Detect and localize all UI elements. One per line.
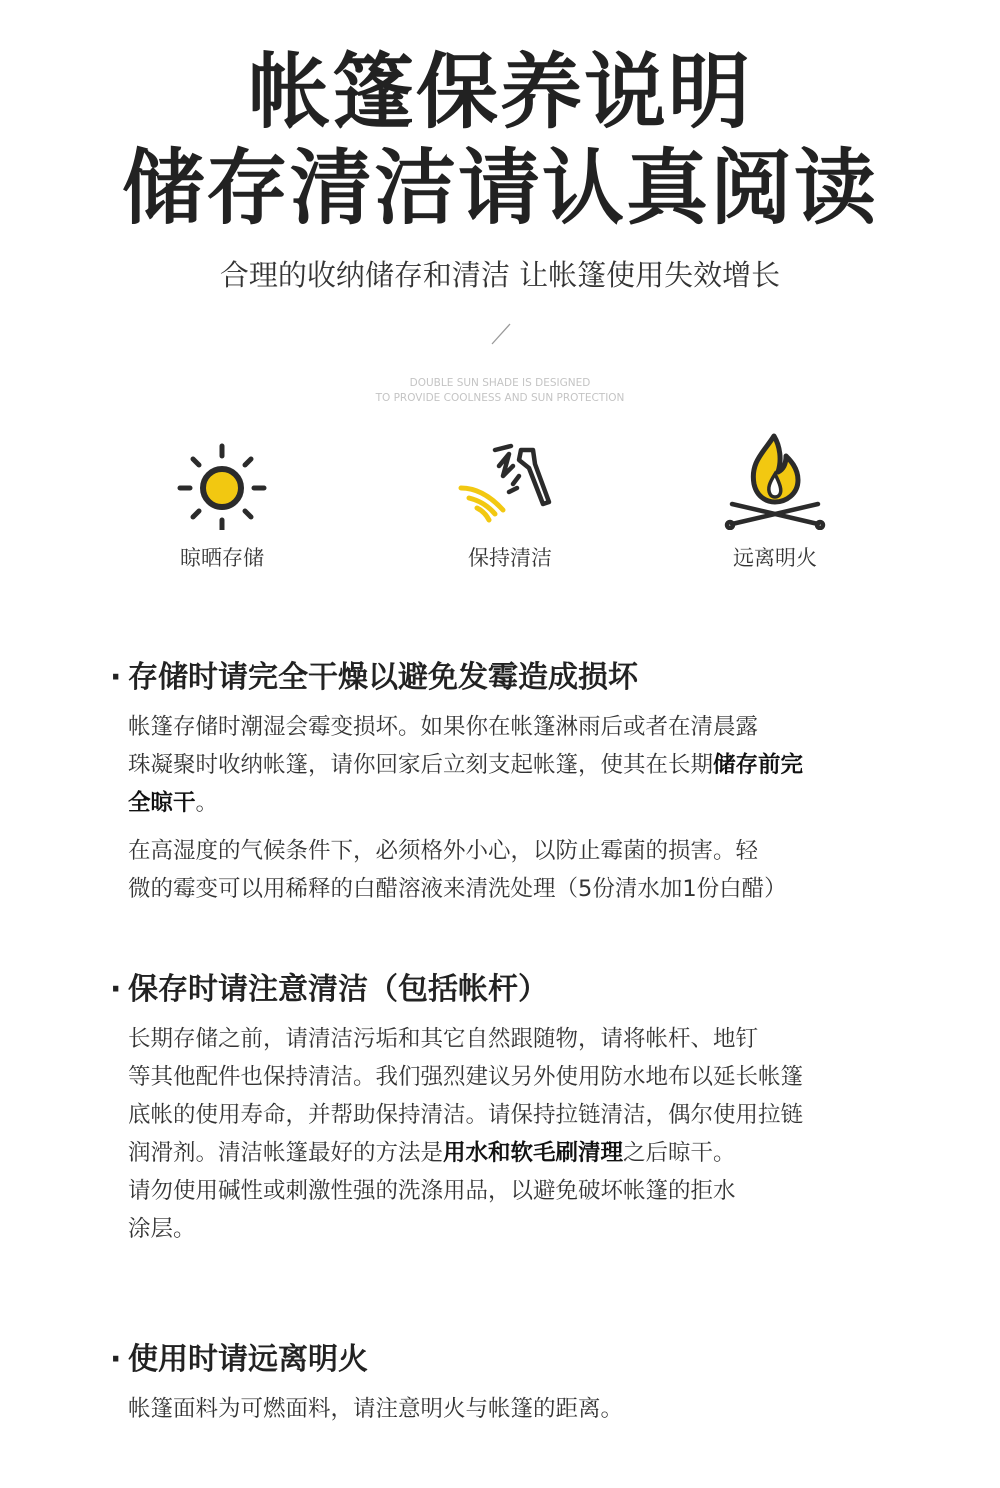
emphasis-text: 储存前完 xyxy=(713,752,804,778)
text-line: 帐篷面料为可燃面料，请注意明火与帐篷的距离。 xyxy=(128,1396,624,1422)
page-title-line1: 帐篷保养说明 xyxy=(247,45,752,140)
section-paragraph xyxy=(128,708,910,822)
bullet-dot: · xyxy=(110,1342,122,1377)
section-heading-text: 保存时请注意清洁（包括帐杆） xyxy=(128,972,548,1007)
text-line: 涂层。 xyxy=(128,1216,196,1242)
section-paragraph xyxy=(128,1020,910,1248)
english-tagline-line2: TO PROVIDE COOLNESS AND SUN PROTECTION xyxy=(375,392,625,404)
bullet-dot: · xyxy=(110,972,122,1007)
text-line: 底帐的使用寿命，并帮助保持清洁。请保持拉链清洁，偶尔使用拉链 xyxy=(128,1102,804,1128)
sun-icon xyxy=(172,430,272,530)
text-line: 长期存储之前，请清洁污垢和其它自然跟随物，请将帐杆、地钉 xyxy=(128,1026,759,1052)
section-heading xyxy=(110,660,910,696)
text-segment: 润滑剂。清洁帐篷最好的方法是 xyxy=(128,1140,444,1166)
feature-label: 晾晒存储 xyxy=(180,546,264,570)
section-heading-text: 存储时请完全干燥以避免发霉造成损坏 xyxy=(128,660,638,695)
section-dry-storage xyxy=(110,660,910,918)
text-line xyxy=(128,746,910,784)
feature-away-from-fire xyxy=(695,430,855,572)
section-paragraph xyxy=(128,832,910,908)
text-line: 帐篷存储时潮湿会霉变损坏。如果你在帐篷淋雨后或者在清晨露 xyxy=(128,714,759,740)
text-line: 等其他配件也保持清洁。我们强烈建议另外使用防水地布以延长帐篷 xyxy=(128,1064,804,1090)
divider-slash xyxy=(480,316,520,356)
text-segment: 。 xyxy=(195,790,219,816)
english-tagline xyxy=(0,376,1000,406)
section-heading xyxy=(110,972,910,1008)
text-line xyxy=(128,784,910,822)
page-subtitle: 合理的收纳储存和清洁 让帐篷使用失效增长 xyxy=(219,258,781,292)
campfire-icon xyxy=(720,430,830,530)
feature-label: 保持清洁 xyxy=(468,546,552,570)
section-heading xyxy=(110,1342,910,1378)
feature-label: 远离明火 xyxy=(733,546,817,570)
section-heading-text: 使用时请远离明火 xyxy=(128,1342,368,1377)
cleaning-brush-icon xyxy=(455,430,565,530)
emphasis-text: 全晾干 xyxy=(128,790,196,816)
emphasis-text: 用水和软毛刷清理 xyxy=(443,1140,624,1166)
feature-keep-clean xyxy=(430,430,590,572)
english-tagline-line1: DOUBLE SUN SHADE IS DESIGNED xyxy=(409,377,591,389)
text-segment: 之后晾干。 xyxy=(623,1140,736,1166)
section-paragraph xyxy=(128,1390,910,1428)
text-line: 请勿使用碱性或刺激性强的洗涤用品，以避免破坏帐篷的拒水 xyxy=(128,1178,736,1204)
feature-sun-storage xyxy=(142,430,302,572)
text-line: 微的霉变可以用稀释的白醋溶液来清洗处理（5份清水加1份白醋） xyxy=(128,876,787,902)
bullet-dot: · xyxy=(110,660,122,695)
text-line xyxy=(128,1134,910,1172)
section-away-from-fire xyxy=(110,1342,910,1438)
section-keep-clean xyxy=(110,972,910,1258)
text-line: 在高湿度的气候条件下，必须格外小心，以防止霉菌的损害。轻 xyxy=(128,838,759,864)
text-segment: 珠凝聚时收纳帐篷，请你回家后立刻支起帐篷，使其在长期 xyxy=(128,752,714,778)
page-title-line2: 储存清洁请认真阅读 xyxy=(121,141,878,236)
